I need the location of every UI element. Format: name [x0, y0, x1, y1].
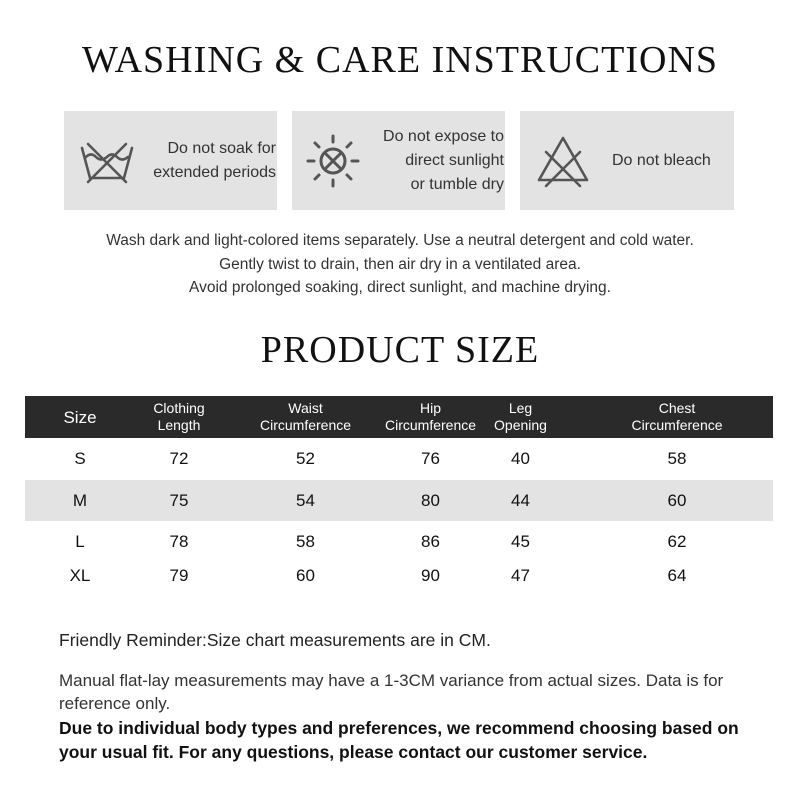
- care-notes: [0, 229, 800, 300]
- table-row: [25, 480, 773, 521]
- table-cell: 72: [169, 449, 189, 468]
- table-cell: 54: [296, 490, 315, 510]
- table-row: [25, 521, 773, 562]
- table-header-row: [25, 396, 773, 438]
- care-item-label: Do not soak for extended periods: [153, 139, 276, 181]
- table-cell: 52: [296, 449, 315, 468]
- table-cell: 64: [667, 566, 687, 585]
- table-cell: L: [75, 531, 85, 551]
- table-cell: 86: [421, 531, 440, 551]
- table-cell: 58: [667, 449, 687, 468]
- friendly-reminder: Friendly Reminder:Size chart measurements are in CM.: [59, 630, 491, 650]
- column-header-waist: Waist Circumference: [259, 400, 352, 433]
- table-cell: M: [72, 490, 88, 510]
- column-header-size: Size: [63, 407, 97, 427]
- table-row: [25, 438, 773, 480]
- table-cell: 62: [667, 531, 687, 551]
- fit-recommendation-note: Due to individual body types and preferences, we recommend choosing based on your usual fit. For any questions, please contact our customer service.: [59, 718, 739, 762]
- care-note-line: Avoid prolonged soaking, direct sunlight, and machine drying.: [189, 279, 611, 296]
- table-cell: 90: [421, 566, 440, 585]
- table-cell: 47: [511, 566, 530, 585]
- care-note-line: Gently twist to drain, then air dry in a ventilated area.: [219, 255, 581, 273]
- column-header-hip: Hip Circumference: [384, 400, 477, 433]
- care-item-no-sun: [292, 111, 505, 210]
- table-cell: 80: [421, 490, 440, 510]
- care-item-no-bleach: [520, 111, 734, 210]
- table-cell: 44: [511, 490, 530, 510]
- column-header-leg-opening: Leg Opening: [494, 400, 547, 433]
- size-table: [25, 396, 773, 590]
- care-icons-row: [64, 111, 734, 210]
- column-header-chest: Chest Circumference: [631, 400, 723, 433]
- table-cell: S: [74, 449, 86, 468]
- no-soak-icon: [76, 130, 138, 192]
- care-item-no-soak: [64, 111, 277, 210]
- table-cell: 60: [667, 490, 687, 510]
- table-cell: 45: [511, 531, 530, 551]
- care-item-label: Do not expose to direct sunlight or tumble dry: [383, 127, 504, 193]
- no-sun-icon: [302, 130, 364, 192]
- table-cell: 58: [296, 531, 315, 551]
- care-note-line: Wash dark and light-colored items separately. Use a neutral detergent and cold water.: [106, 232, 694, 249]
- table-cell: XL: [69, 566, 91, 585]
- table-cell: 78: [169, 531, 189, 551]
- table-cell: 60: [296, 566, 315, 585]
- measurement-variance-note: Manual flat-lay measurements may have a 1-3CM variance from actual sizes. Data is for reference only.: [59, 671, 724, 713]
- product-size-title: PRODUCT SIZE: [260, 329, 540, 371]
- column-header-clothing-length: Clothing Length: [153, 400, 205, 433]
- no-bleach-icon: [532, 130, 594, 192]
- care-instructions-title: WASHING & CARE INSTRUCTIONS: [81, 39, 719, 81]
- table-cell: 76: [421, 449, 440, 468]
- table-row: [25, 562, 773, 590]
- table-cell: 79: [169, 566, 189, 585]
- table-cell: 40: [511, 449, 530, 468]
- table-cell: 75: [169, 490, 189, 510]
- care-item-label: Do not bleach: [612, 151, 711, 169]
